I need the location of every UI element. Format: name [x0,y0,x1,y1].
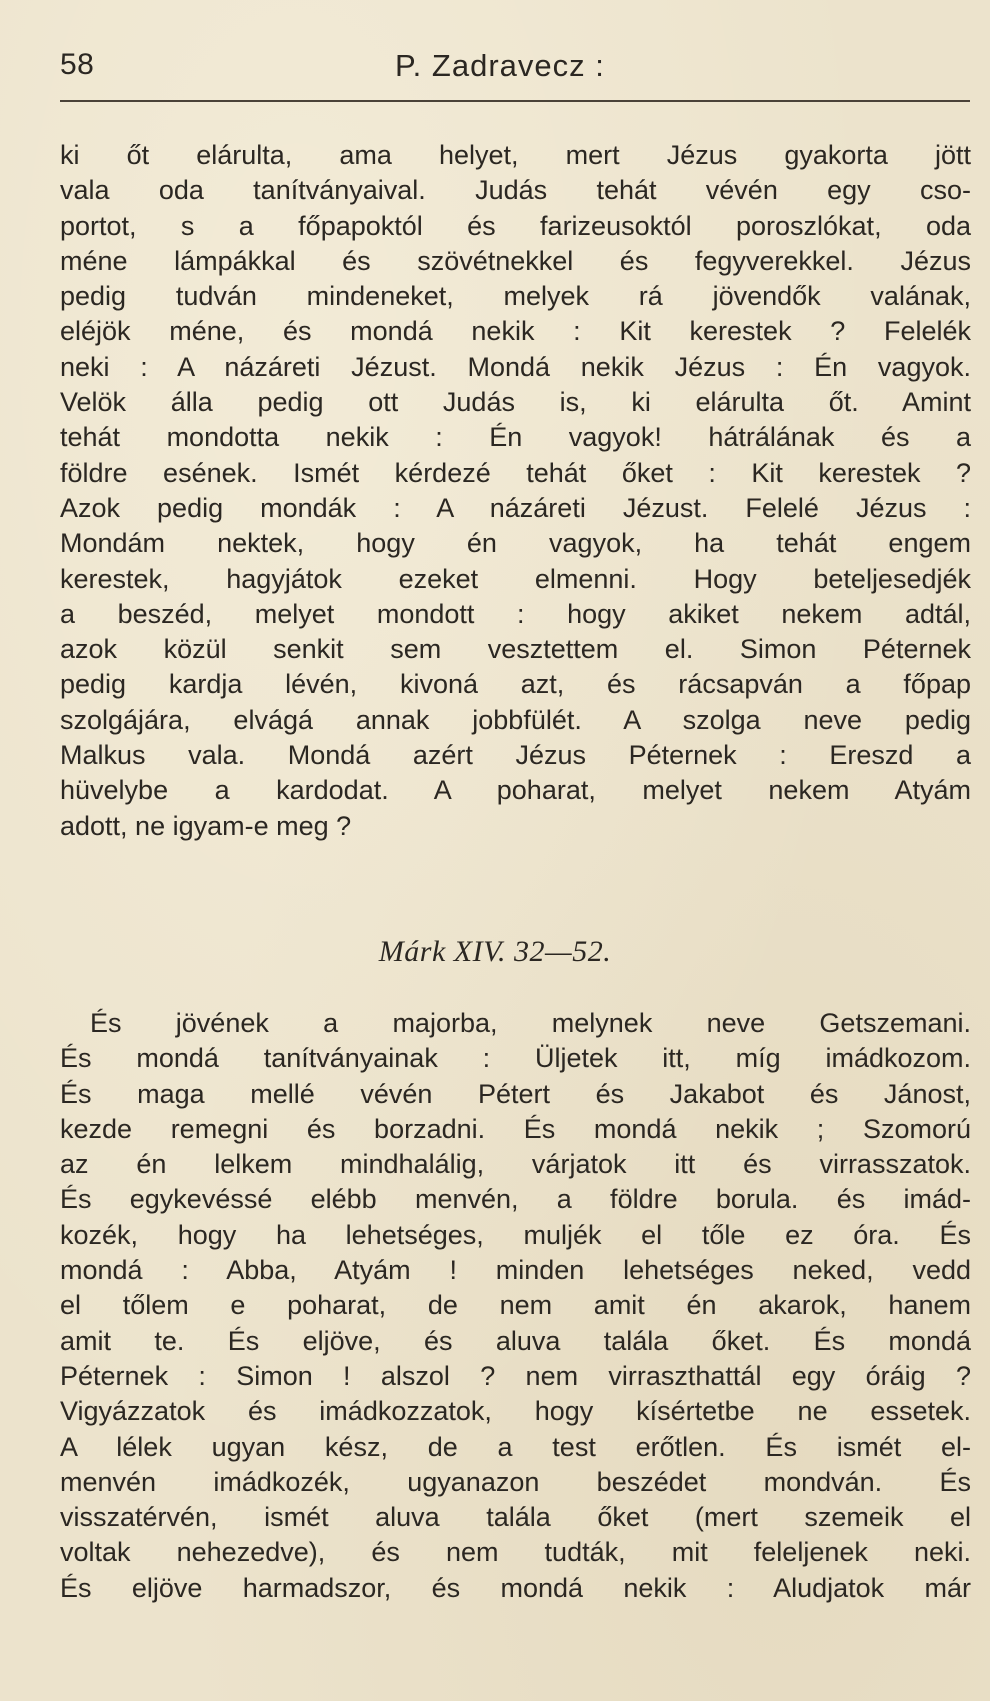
page-number: 58 [60,48,95,81]
paragraph-betrayal [60,138,971,844]
text-line: kezde remegni és borzadni. És mondá nekik ; Szomorú [60,1113,971,1144]
text-line: És eljöve harmadszor, és mondá nekik : Aludjatok már [60,1572,971,1603]
text-line: amit te. És eljöve, és aluva talála őket. És mondá [60,1325,971,1356]
text-line: kozék, hogy ha lehetséges, muljék el tőle ez óra. És [60,1219,971,1250]
text-line: portot, s a főpapoktól és farizeusoktól poroszlókat, oda [60,210,971,241]
text-line: adott, ne igyam-e meg ? [60,810,352,841]
text-line: méne lámpákkal és szövétnekkel és fegyverekkel. Jézus [60,245,971,276]
text-line: voltak nehezedve), és nem tudták, mit feleljenek neki. [60,1537,971,1568]
text-line: És jövének a majorba, melynek neve Getszemani. [90,1008,971,1038]
text-line: És maga mellé vévén Pétert és Jakabot és Jánost, [60,1078,971,1109]
text-line: És mondá tanítványainak : Üljetek itt, míg imádkozom. [60,1043,971,1074]
text-line: tehát mondotta nekik : Én vagyok! hátrálának és a [60,422,971,453]
text-line: szolgájára, elvágá annak jobbfülét. A szolga neve pedig [60,704,971,735]
text-line: És egykevéssé elébb menvén, a földre borula. és imád- [60,1184,971,1215]
text-line: hüvelybe a kardodat. A poharat, melyet nekem Atyám [60,775,971,806]
text-line: menvén imádkozék, ugyanazon beszédet mondván. És [60,1466,971,1497]
text-line: Malkus vala. Mondá azért Jézus Péternek : Ereszd a [60,740,971,771]
text-line: pedig tudván mindeneket, melyek rá jövendők valának, [60,281,971,312]
text-line: a beszéd, melyet mondott : hogy akiket nekem adtál, [60,598,971,629]
running-title: P. Zadravecz : [395,48,605,83]
text-line: A lélek ugyan kész, de a test erőtlen. És ismét el- [60,1431,971,1462]
paragraph-gethsemane [60,1006,971,1606]
text-line: eléjök méne, és mondá nekik : Kit kerestek ? Felelék [60,316,971,347]
section-heading: Márk XIV. 32—52. [378,935,612,968]
text-line: neki : A názáreti Jézust. Mondá nekik Jézus : Én vagyok. [60,351,971,382]
text-line: Velök álla pedig ott Judás is, ki elárulta őt. Amint [60,387,971,418]
text-line: azok közül senkit sem vesztettem el. Simon Péternek [60,634,971,665]
text-line: Azok pedig mondák : A názáreti Jézust. Felelé Jézus : [60,492,971,523]
text-line: Péternek : Simon ! alszol ? nem virraszthattál egy óráig ? [60,1360,971,1391]
page-header [60,48,970,98]
text-line: Mondám nektek, hogy én vagyok, ha tehát engem [60,528,971,559]
text-line: mondá : Abba, Atyám ! minden lehetséges neked, vedd [60,1255,971,1286]
text-line: vala oda tanítványaival. Judás tehát vévén egy cso- [60,175,971,206]
text-line: kerestek, hagyjátok ezeket elmenni. Hogy beteljesedjék [60,563,971,594]
text-line: ki őt elárulta, ama helyet, mert Jézus gyakorta jött [60,140,971,170]
text-line: pedig kardja lévén, kivoná azt, és rácsapván a főpap [60,669,971,700]
text-line: az én lelkem mindhalálig, várjatok itt és virrasszatok. [60,1149,971,1180]
text-line: Vigyázzatok és imádkozzatok, hogy kísértetbe ne essetek. [60,1396,971,1427]
text-line: földre esének. Ismét kérdezé tehát őket : Kit kerestek ? [60,457,971,488]
text-line: visszatérvén, ismét aluva talála őket (mert szemeik el [60,1502,971,1533]
text-line: el tőlem e poharat, de nem amit én akarok, hanem [60,1290,971,1321]
header-rule [60,100,970,102]
